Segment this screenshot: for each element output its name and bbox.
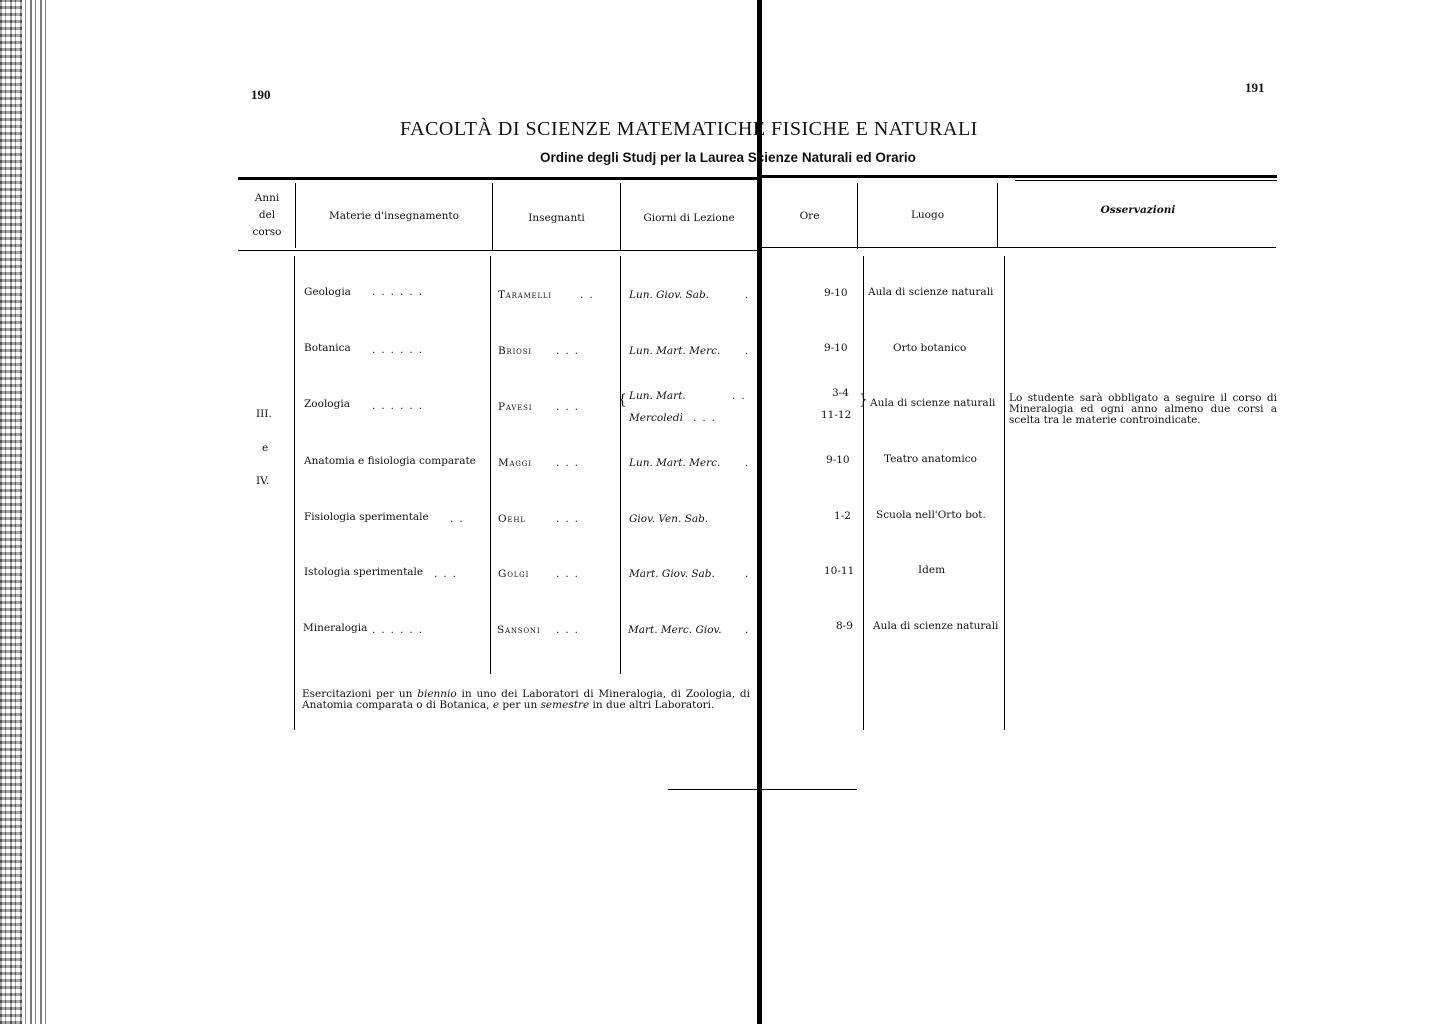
bottom-rule-left (668, 789, 757, 790)
table-row-ore: 9-10 (824, 287, 848, 299)
table-row-giorni: Giov. Ven. Sab. (629, 513, 709, 525)
table-row-giorni: Lun. Giov. Sab. (629, 289, 710, 301)
leader-dot: . (745, 345, 749, 357)
body-divider (620, 256, 621, 674)
table-row-insegnante: Taramelli (498, 289, 552, 301)
table-row-luogo: Aula di scienze naturali (873, 620, 999, 632)
table-row-luogo: Orto botanico (893, 342, 967, 354)
table-row-insegnante: Pavesi (498, 401, 533, 413)
body-divider (1004, 256, 1005, 730)
header-anni: Anni del corso (252, 192, 282, 238)
header-bottom-rule-left (238, 250, 757, 251)
anno-iv: IV. (256, 475, 270, 487)
table-row-luogo: Scuola nell'Orto bot. (876, 509, 986, 521)
table-top-rule-left (238, 177, 757, 180)
page-title: FACOLTÀ DI SCIENZE MATEMATICHE FISICHE E NATURALI (400, 118, 978, 140)
leader-dots: ... (556, 513, 585, 525)
osservazione-note: Lo studente sarà obbligato a seguire il corso di Mineralogia ed ogni anno almeno due corsi a scelta tra le materie controindicate. (1009, 392, 1277, 426)
leader-dots: .. (580, 289, 599, 301)
table-row-giorni-second: Mercoledì (629, 412, 683, 424)
header-luogo: Luogo (910, 209, 945, 221)
leader-dots: .. (450, 513, 469, 525)
leader-dots: ...... (372, 344, 429, 356)
header-osservazioni: Osservazioni (1100, 204, 1176, 216)
leader-dots: ...... (372, 624, 429, 636)
table-row-materia: Mineralogia (303, 622, 368, 634)
header-insegnanti: Insegnanti (528, 212, 585, 224)
table-row-ore: 9-10 (824, 342, 848, 354)
table-row-giorni: Lun. Mart. (629, 390, 686, 402)
table-row-materia: Fisiologia sperimentale (304, 511, 429, 523)
table-row-insegnante: Sansoni (497, 624, 541, 636)
table-row-materia: Geologia (304, 286, 351, 298)
table-row-insegnante: Golgi (498, 568, 530, 580)
anno-iii: III. (256, 408, 272, 420)
header-ore: Ore (799, 210, 820, 222)
table-top-rule-right (762, 175, 1277, 178)
leader-dots: .. (732, 390, 751, 402)
leader-dots: ... (693, 412, 722, 424)
table-row-insegnante: Briosi (498, 345, 532, 357)
brace-mark: } (859, 392, 868, 408)
leader-dots: ...... (372, 286, 429, 298)
anno-e: e (262, 442, 269, 454)
table-row-luogo: Teatro anatomico (884, 453, 977, 465)
table-row-giorni: Lun. Mart. Merc. (629, 457, 721, 469)
esercitazioni-note: Esercitazioni per un biennio in uno dei Laboratori di Mineralogia, di Zoologia, di Anatomia comparata o di Botanica, e per un semestre in due altri Laboratori. (302, 688, 750, 711)
page-number-right: 191 (1245, 80, 1265, 95)
table-row-ore: 8-9 (836, 620, 853, 632)
table-row-ore-second: 11-12 (821, 409, 852, 421)
leader-dot: . (745, 624, 749, 636)
table-row-insegnante: Oehl (498, 513, 526, 525)
table-row-luogo: Idem (918, 564, 946, 576)
page-subtitle: Ordine degli Studj per la Laurea Scienze Naturali ed Orario (540, 150, 916, 165)
table-top-thin-rule (1015, 180, 1277, 181)
body-divider (294, 256, 295, 730)
header-bottom-rule-right (762, 247, 1276, 248)
bottom-rule-right (762, 789, 857, 790)
body-divider (863, 256, 864, 730)
table-row-materia: Botanica (304, 342, 351, 354)
header-giorni: Giorni di Lezione (643, 212, 735, 224)
body-divider (490, 256, 491, 674)
leader-dot: . (745, 457, 749, 469)
leader-dots: ... (434, 568, 463, 580)
table-row-giorni: Mart. Merc. Giov. (628, 624, 722, 636)
scanned-page-edge-shadow (0, 0, 22, 1024)
brace-mark: { (618, 392, 627, 408)
table-row-ore: 9-10 (826, 454, 850, 466)
table-row-materia: Anatomia e fisiologia comparate (304, 455, 476, 467)
page-number-left: 190 (251, 87, 271, 102)
leader-dots: ... (556, 457, 585, 469)
leader-dots: ... (556, 624, 585, 636)
table-row-ore: 1-2 (834, 510, 851, 522)
leader-dots: ... (556, 401, 585, 413)
table-row-giorni: Lun. Mart. Merc. (629, 345, 721, 357)
leader-dot: . (745, 568, 749, 580)
table-row-ore: 10-11 (824, 565, 855, 577)
table-row-insegnante: Maggi (498, 457, 532, 469)
table-row-ore: 3-4 (832, 387, 849, 399)
leader-dot: . (745, 289, 749, 301)
leader-dots: ...... (372, 400, 429, 412)
leader-dots: ... (556, 345, 585, 357)
table-row-luogo: Aula di scienze naturali (868, 286, 994, 298)
header-materie: Materie d'insegnamento (329, 210, 459, 222)
leader-dots: ... (556, 568, 585, 580)
table-row-materia: Zoologia (304, 398, 350, 410)
table-row-materia: Istologia sperimentale (304, 566, 424, 578)
table-row-giorni: Mart. Giov. Sab. (629, 568, 715, 580)
table-row-luogo: Aula di scienze naturali (870, 397, 996, 409)
